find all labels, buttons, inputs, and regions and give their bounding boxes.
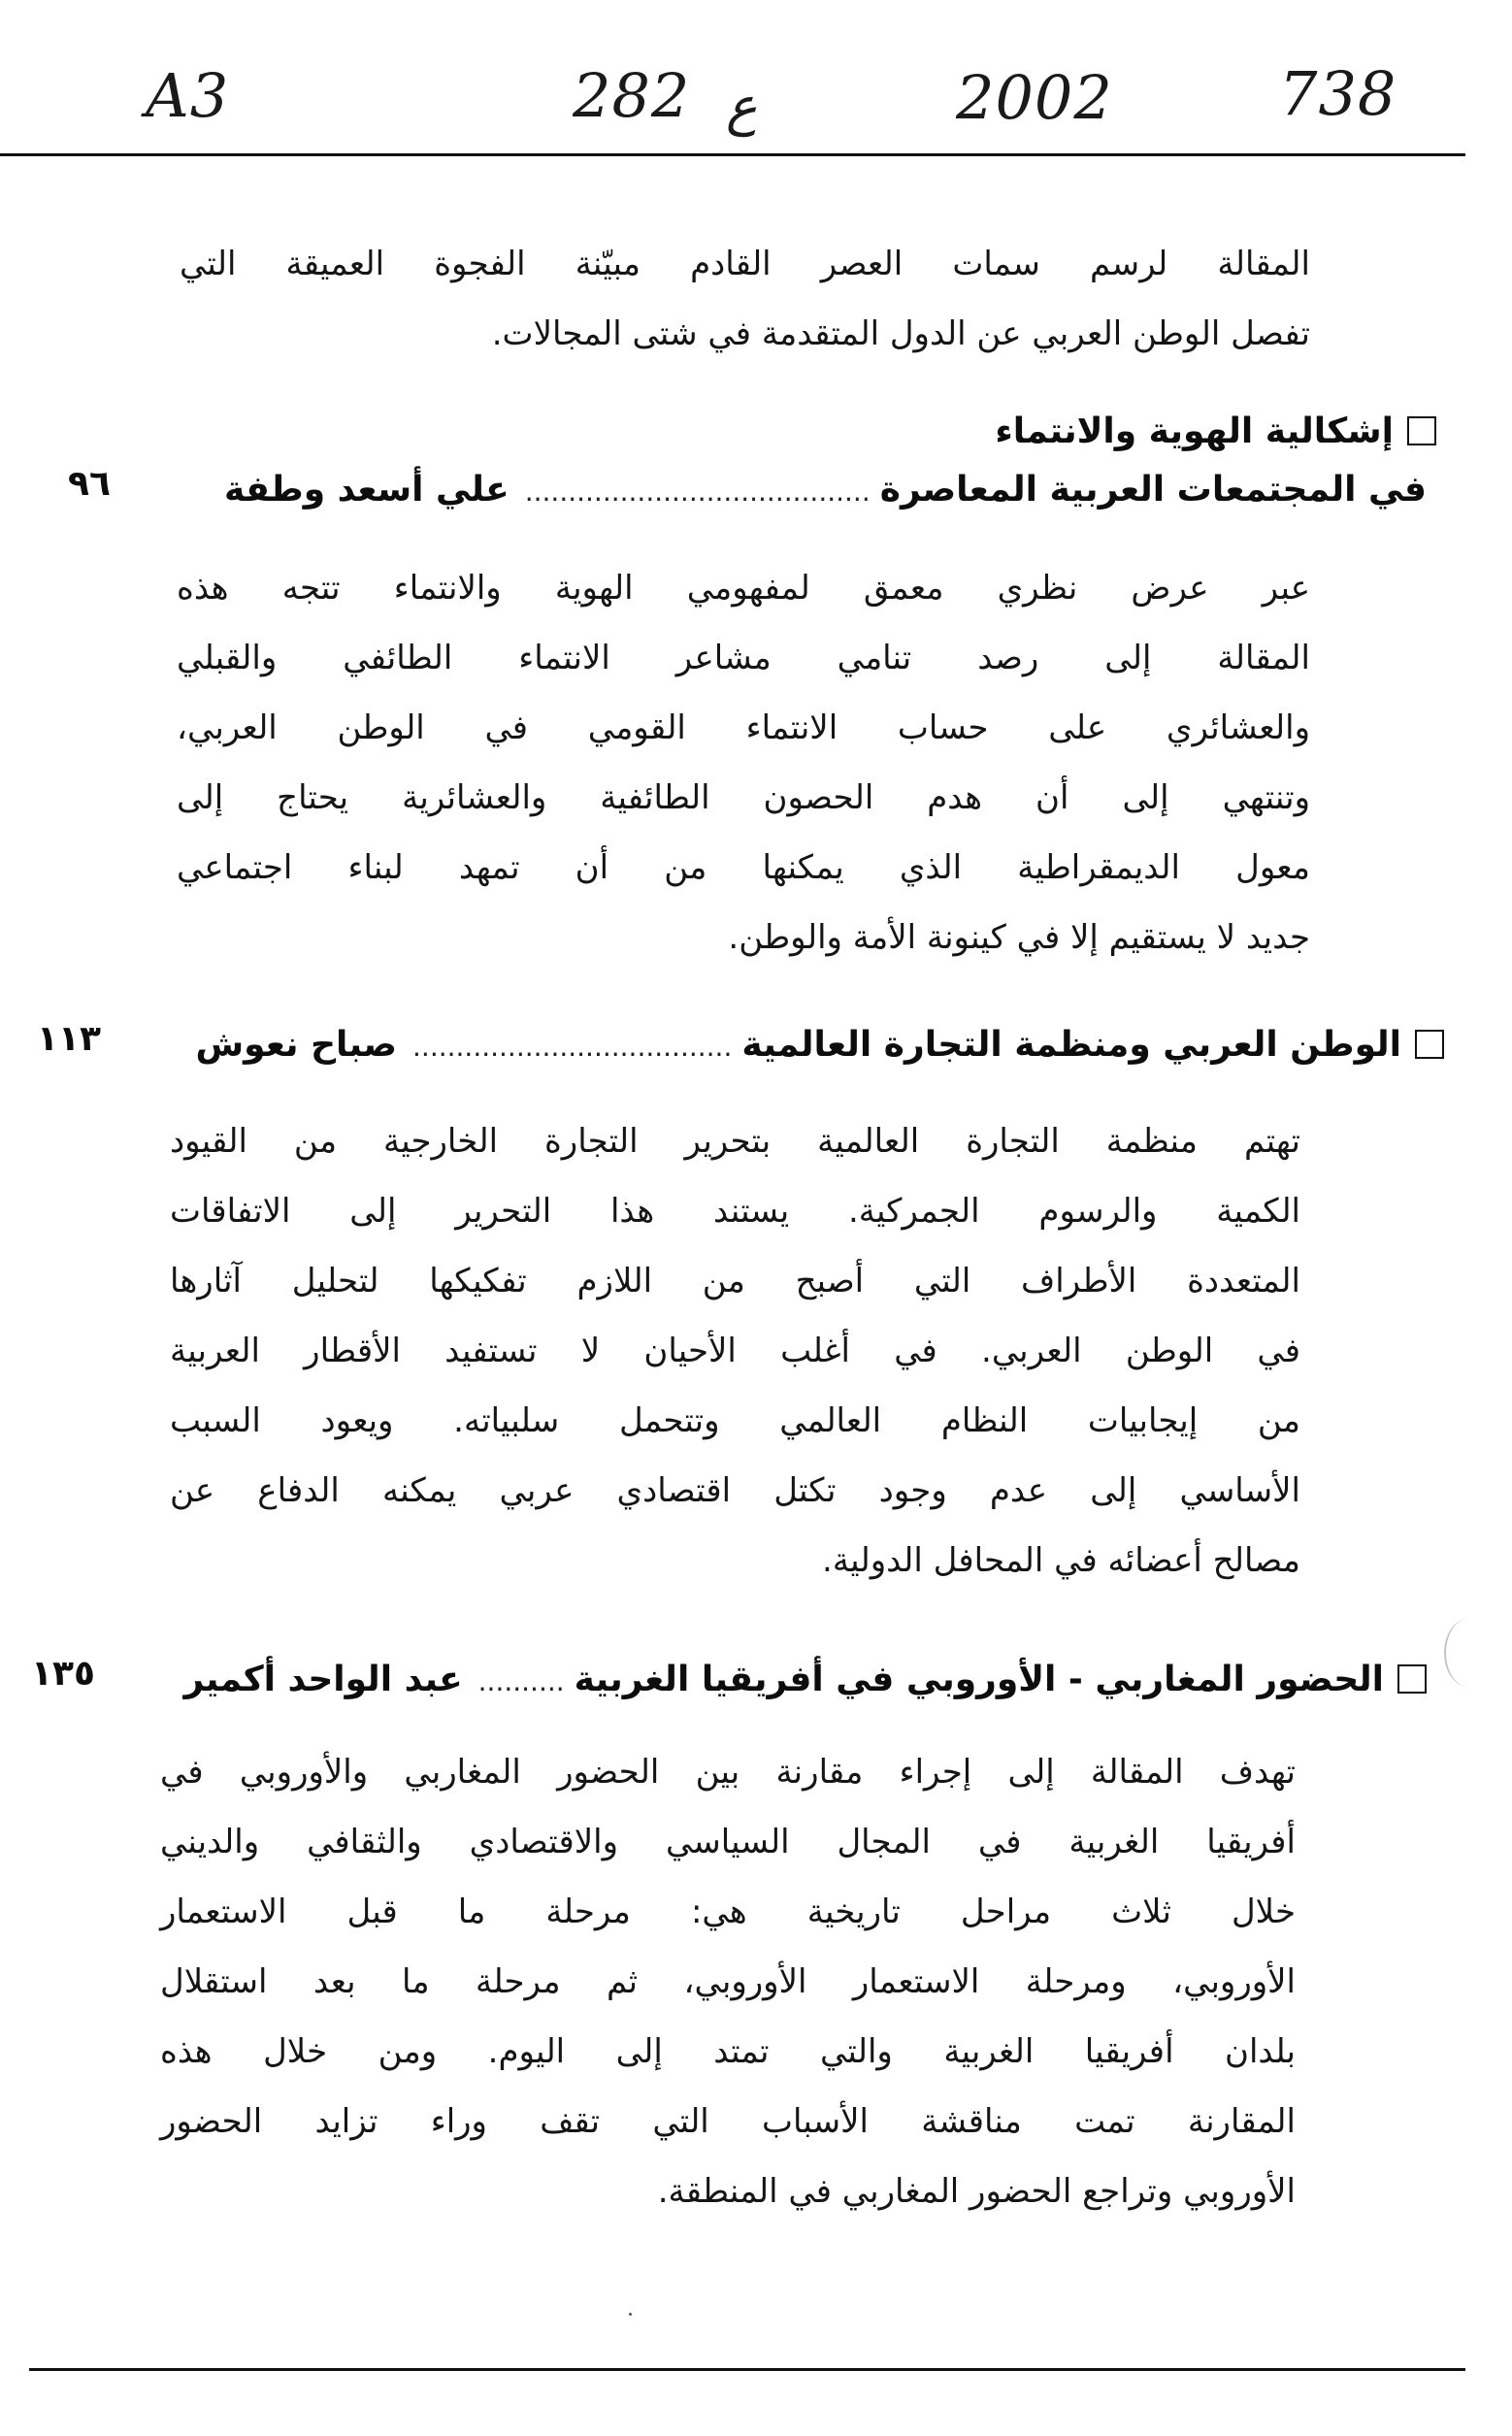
abstract-line: جديد لا يستقيم إلا في كينونة الأمة والوطن. <box>728 918 1310 957</box>
handwritten-issue-number: 282 <box>573 60 691 131</box>
intro-paragraph <box>180 229 1310 369</box>
abstract-line: من إيجابيات النظام العالمي وتتحمل سلبياته. ويعود السبب <box>170 1401 1300 1440</box>
abstract-line: الأوروبي، ومرحلة الاستعمار الأوروبي، ثم مرحلة ما بعد استقلال <box>160 1962 1296 2001</box>
article-1-title-row: في المجتمعات العربية المعاصرة........................................علي أسعد وطفة <box>224 470 1427 510</box>
article-2-abstract <box>170 1106 1300 1596</box>
abstract-line: في الوطن العربي. في أغلب الأحيان لا تستفيد الأقطار العربية <box>170 1332 1300 1370</box>
abstract-line: أفريقيا الغربية في المجال السياسي والاقتصادي والثقافي والديني <box>160 1823 1296 1861</box>
article-2-title: الوطن العربي ومنظمة التجارة العالمية <box>741 1025 1401 1065</box>
abstract-line: الأساسي إلى عدم وجود تكتل اقتصادي عربي يمكنه الدفاع عن <box>170 1471 1300 1510</box>
article-1-abstract <box>177 553 1310 972</box>
article-1-title-part2: في المجتمعات العربية المعاصرة <box>879 470 1427 510</box>
handwritten-shelf-mark: A3 <box>146 60 230 131</box>
article-3-author: عبد الواحد أكمير <box>183 1660 463 1699</box>
intro-line: المقالة لرسم سمات العصر القادم مبيّنة الفجوة العميقة التي <box>180 245 1310 283</box>
abstract-line: المتعددة الأطراف التي أصبح من اللازم تفكيكها لتحليل آثارها <box>170 1262 1300 1300</box>
handwritten-issue-abbrev: ع <box>726 76 758 137</box>
checkbox-icon <box>1407 416 1436 445</box>
article-3-title: الحضور المغاربي - الأوروبي في أفريقيا الغربية <box>574 1660 1384 1699</box>
handwritten-code: 738 <box>1279 58 1397 129</box>
checkbox-icon <box>1415 1030 1444 1059</box>
abstract-line: عبر عرض نظري معمق لمفهومي الهوية والانتماء تتجه هذه <box>177 569 1310 608</box>
abstract-line: الكمية والرسوم الجمركية. يستند هذا التحرير إلى الاتفاقات <box>170 1192 1300 1231</box>
article-1-author: علي أسعد وطفة <box>224 470 509 510</box>
article-title-line1 <box>995 411 1436 451</box>
article-2-title-row: الوطن العربي ومنظمة التجارة العالمية.....................................صباح نعوش <box>195 1025 1444 1065</box>
abstract-line: مصالح أعضائه في المحافل الدولية. <box>822 1541 1300 1580</box>
abstract-line: بلدان أفريقيا الغربية والتي تمتد إلى اليوم. ومن خلال هذه <box>160 2032 1296 2071</box>
article-3-page: ١٣٥ <box>31 1654 95 1694</box>
article-3-title-row: الحضور المغاربي - الأوروبي في أفريقيا الغربية..........عبد الواحد أكمير <box>184 1660 1428 1699</box>
abstract-line: خلال ثلاث مراحل تاريخية هي: مرحلة ما قبل الاستعمار <box>160 1893 1296 1931</box>
article-3-abstract <box>160 1737 1296 2226</box>
abstract-line: والعشائري على حساب الانتماء القومي في الوطن العربي، <box>177 708 1310 747</box>
checkbox-icon <box>1397 1664 1427 1694</box>
abstract-line: تهدف المقالة إلى إجراء مقارنة بين الحضور المغاربي والأوروبي في <box>160 1753 1296 1792</box>
handwritten-year: 2002 <box>956 62 1113 133</box>
article-1-title-part1: إشكالية الهوية والانتماء <box>995 411 1394 451</box>
abstract-line: الأوروبي وتراجع الحضور المغاربي في المنطقة. <box>657 2172 1296 2211</box>
abstract-line: المقارنة تمت مناقشة الأسباب التي تقف وراء تزايد الحضور <box>160 2102 1296 2141</box>
article-1-page: ٩٦ <box>68 464 111 504</box>
article-2-author: صباح نعوش <box>195 1025 398 1065</box>
abstract-line: معول الديمقراطية الذي يمكنها من أن تمهد لبناء اجتماعي <box>177 848 1310 887</box>
scan-speck <box>629 2313 632 2316</box>
abstract-line: المقالة إلى رصد تنامي مشاعر الانتماء الطائفي والقبلي <box>177 639 1310 677</box>
article-2-page: ١١٣ <box>37 1019 101 1059</box>
intro-line: تفصل الوطن العربي عن الدول المتقدمة في شتى المجالات. <box>491 314 1310 353</box>
footer-rule <box>29 2368 1465 2371</box>
scan-artifact <box>1444 1619 1493 1687</box>
abstract-line: وتنتهي إلى أن هدم الحصون الطائفية والعشائرية يحتاج إلى <box>177 778 1310 817</box>
abstract-line: تهتم منظمة التجارة العالمية بتحرير التجارة الخارجية من القيود <box>170 1122 1300 1161</box>
header-rule <box>0 153 1465 156</box>
